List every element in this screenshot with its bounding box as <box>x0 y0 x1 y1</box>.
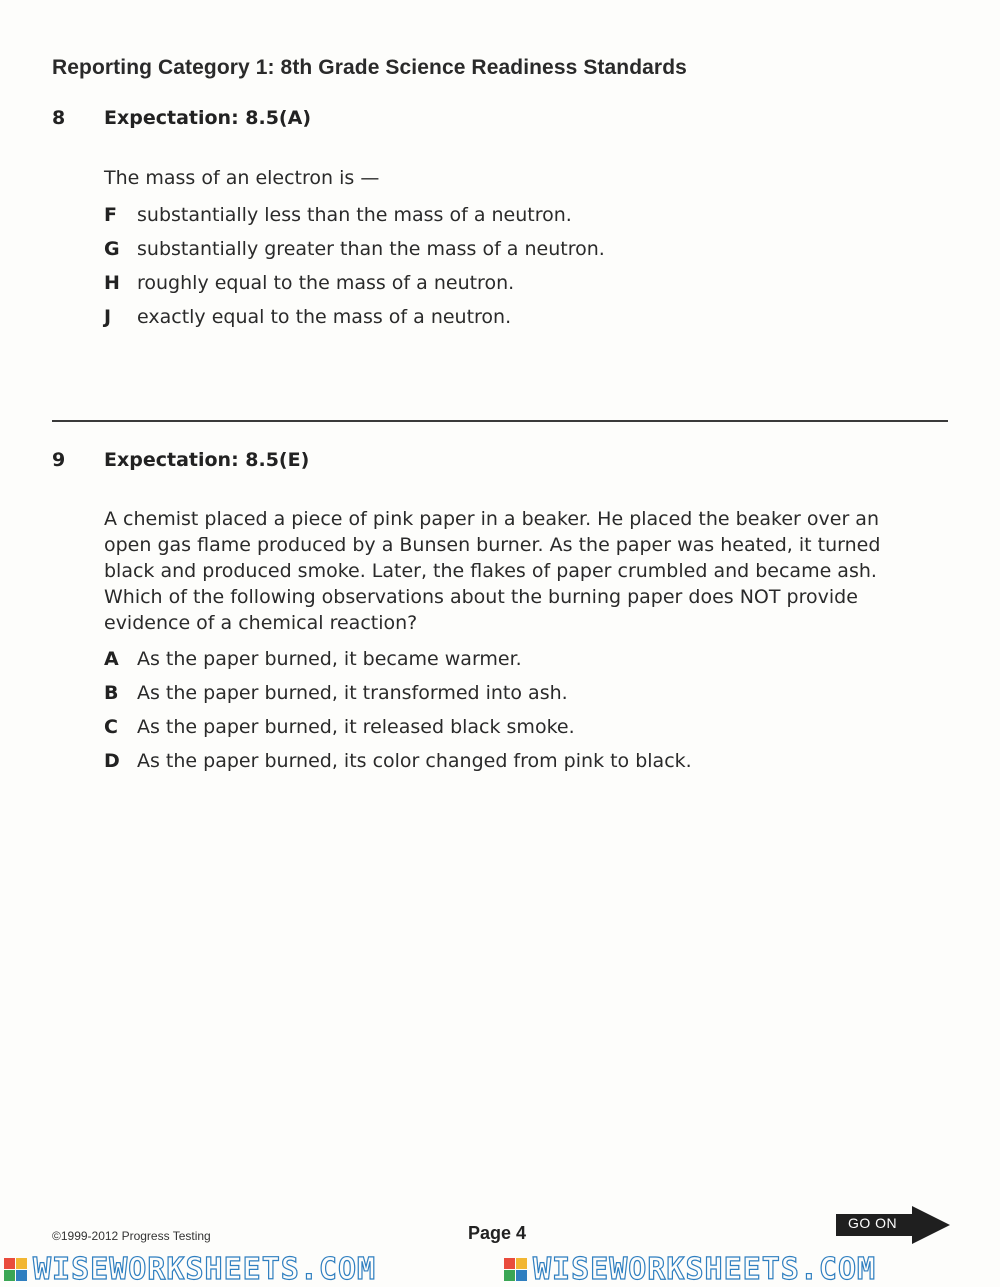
choice-letter: H <box>104 272 120 294</box>
watermark-segment <box>500 1252 1000 1287</box>
answer-choice-a[interactable] <box>104 648 692 682</box>
reporting-category-heading: Reporting Category 1: 8th Grade Science Readiness Standards <box>52 56 687 79</box>
watermark-segment <box>0 1252 500 1287</box>
expectation-label: Expectation: 8.5(E) <box>104 449 310 471</box>
choice-text: As the paper burned, it became warmer. <box>137 648 522 670</box>
choice-text: roughly equal to the mass of a neutron. <box>137 272 515 294</box>
copyright-notice: ©1999-2012 Progress Testing <box>52 1229 211 1243</box>
expectation-label: Expectation: 8.5(A) <box>104 107 312 129</box>
question-8-stem: The mass of an electron is — <box>104 167 380 189</box>
wise-logo-icon <box>4 1258 27 1281</box>
go-on-button[interactable] <box>836 1206 950 1244</box>
answer-choice-f[interactable] <box>104 204 605 238</box>
section-divider <box>52 420 948 422</box>
choice-letter: D <box>104 750 120 772</box>
answer-choice-g[interactable] <box>104 238 605 272</box>
choice-letter: J <box>104 306 112 328</box>
choice-letter: C <box>104 716 118 738</box>
choice-text: As the paper burned, its color changed from pink to black. <box>137 750 692 772</box>
choice-letter: B <box>104 682 119 704</box>
go-on-label: GO ON <box>848 1215 898 1231</box>
question-9-header <box>52 449 309 471</box>
answer-choice-h[interactable] <box>104 272 605 306</box>
question-9-stem: A chemist placed a piece of pink paper in a beaker. He placed the beaker over an open gas flame produced by a Bunsen burner. As the paper was heated, it turned black and produced smoke. Later, the flakes of paper crumbled and became ash. Which of the following observations about the burning paper does NOT provide evidence of a chemical reaction? <box>104 508 881 634</box>
choice-text: substantially greater than the mass of a neutron. <box>137 238 605 260</box>
answer-choice-d[interactable] <box>104 750 692 784</box>
wise-logo-icon <box>504 1258 527 1281</box>
choice-text: As the paper burned, it transformed into ash. <box>137 682 568 704</box>
question-number: 9 <box>52 449 66 471</box>
page-number: Page 4 <box>468 1223 527 1243</box>
answer-choice-b[interactable] <box>104 682 692 716</box>
watermark-banner <box>0 1252 1000 1286</box>
watermark-text: WISEWORKSHEETS.COM <box>33 1251 377 1287</box>
choice-text: As the paper burned, it released black smoke. <box>137 716 575 738</box>
answer-choice-j[interactable] <box>104 306 605 340</box>
choice-letter: G <box>104 238 120 260</box>
answer-choice-c[interactable] <box>104 716 692 750</box>
choice-letter: F <box>104 204 117 226</box>
question-8-header <box>52 107 311 129</box>
choice-text: exactly equal to the mass of a neutron. <box>137 306 512 328</box>
question-number: 8 <box>52 107 66 129</box>
choice-letter: A <box>104 648 119 670</box>
watermark-text: WISEWORKSHEETS.COM <box>533 1251 877 1287</box>
choice-text: substantially less than the mass of a neutron. <box>137 204 572 226</box>
question-8-choices <box>104 204 605 340</box>
question-9-choices <box>104 648 692 784</box>
